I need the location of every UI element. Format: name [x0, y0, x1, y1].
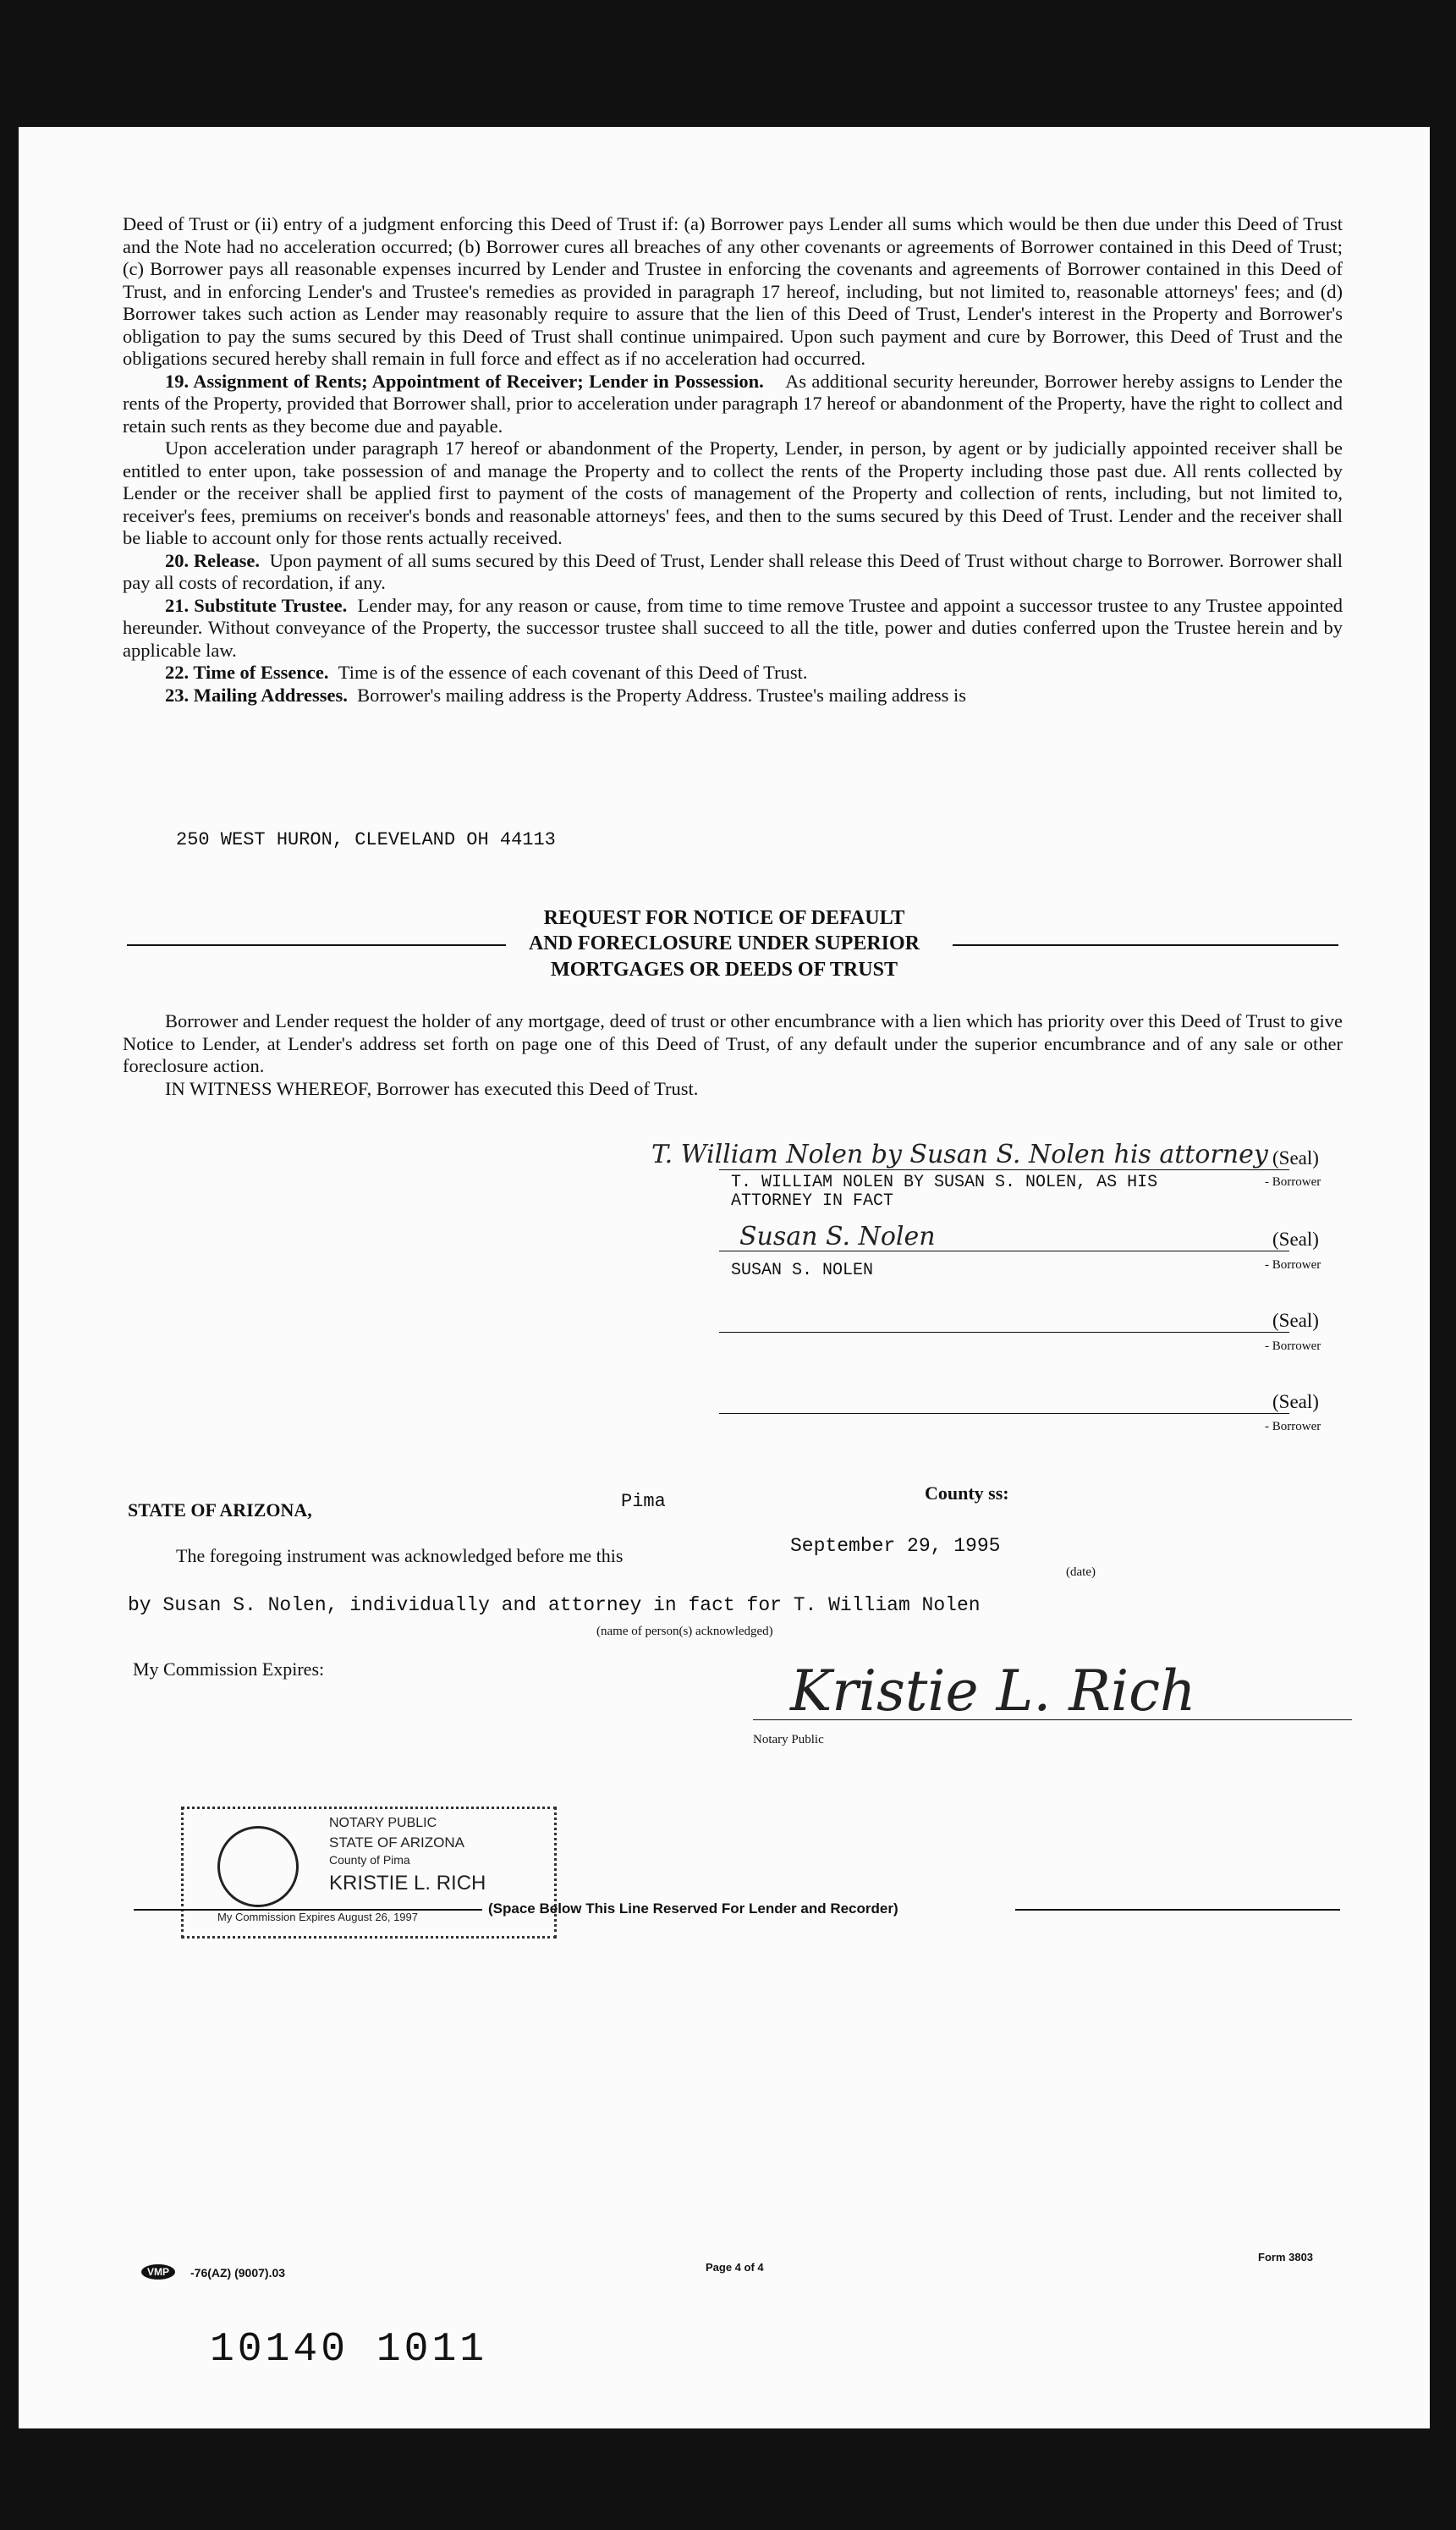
seal-label-3: (Seal): [1272, 1310, 1319, 1331]
form-number: Form 3803: [1258, 2251, 1314, 2263]
notary-public-label: Notary Public: [753, 1733, 824, 1746]
commission-expires-label: My Commission Expires:: [133, 1658, 325, 1680]
trustee-mailing-address: 250 WEST HURON, CLEVELAND OH 44113: [176, 829, 556, 850]
borrower-label-1: - Borrower: [1265, 1175, 1321, 1189]
request-notice-title-line3: MORTGAGES OR DEEDS OF TRUST: [551, 959, 898, 981]
county-value: Pima: [621, 1491, 666, 1512]
seal-label-4: (Seal): [1272, 1391, 1319, 1412]
document-page: [19, 127, 1430, 2428]
paragraph-23-body: Borrower's mailing address is the Property Address. Trustee's mailing address is: [357, 684, 967, 706]
stamp-line-3: County of Pima: [329, 1853, 410, 1867]
paragraph-19: [123, 371, 1343, 438]
covenants-text: [123, 213, 1343, 707]
document-number: 10140 1011: [210, 2327, 488, 2373]
paragraph-22-body: Time is of the essence of each covenant of this Deed of Trust.: [338, 662, 808, 683]
request-notice-title-line2: AND FORECLOSURE UNDER SUPERIOR: [528, 932, 920, 954]
reserved-space-label: (Space Below This Line Reserved For Lender and Recorder): [488, 1900, 898, 1917]
title-rule-right: [953, 944, 1338, 946]
request-notice-body: Borrower and Lender request the holder of any mortgage, deed of trust or other encumbrance with a lien which has priority over this Deed of Trust to give Notice to Lender, at Lender's address set forth on page one of this Deed of Trust, of any default under the superior encumbrance and of any sale or other foreclosure action.: [123, 1010, 1343, 1076]
signer-1-capacity: ATTORNEY IN FACT: [731, 1191, 894, 1211]
paragraph-reinstatement-continued: Deed of Trust or (ii) entry of a judgment enforcing this Deed of Trust if: (a) Borrower pays Lender all sums which would be then due under this Deed of Trust and the Note had no acceleration occurred; (b) Borrower cures all breaches of any other covenants or agreements of Borrower contained in this Deed of Trust; (c) Borrower pays all reasonable expenses incurred by Lender and Trustee in enforcing the covenants and agreements of Borrower contained in this Deed of Trust, and in enforcing Lender's and Trustee's remedies as provided in paragraph 17 hereof, including, but not limited to, reasonable attorneys' fees; and (d) Borrower takes such action as Lender may reasonably require to assure that the lien of this Deed of Trust, Lender's interest in the Property and Borrower's obligation to pay the sums secured by this Deed of Trust shall continue unimpaired. Upon such payment and cure by Borrower, this Deed of Trust and the obligations secured hereby shall remain in full force and effect as if no acceleration had occurred.: [123, 213, 1343, 369]
acknowledgment-date: September 29, 1995: [790, 1535, 1001, 1557]
notary-signature-line: [753, 1719, 1352, 1720]
reserved-rule-left: [134, 1909, 482, 1911]
signature-line-4: [719, 1413, 1289, 1414]
borrower-label-2: - Borrower: [1265, 1258, 1321, 1272]
signer-2-name: SUSAN S. NOLEN: [731, 1261, 874, 1280]
paragraph-19-heading: 19. Assignment of Rents; Appointment of Receiver; Lender in Possession.: [165, 370, 764, 392]
stamp-expiration: My Commission Expires August 26, 1997: [217, 1911, 418, 1923]
paragraph-23-heading: 23. Mailing Addresses.: [165, 684, 348, 706]
vmp-logo: VMP: [141, 2264, 175, 2280]
county-label: County ss:: [925, 1482, 1009, 1504]
paragraph-21-body: Lender may, for any reason or cause, from time to time remove Trustee and appoint a successor trustee to any Trustee appointed hereunder. Without conveyance of the Property, the successor trustee shall succeed to all the title, power and duties conferred upon the Trustee herein and by applicable law.: [123, 594, 1343, 661]
request-notice-title-line1: REQUEST FOR NOTICE OF DEFAULT: [543, 907, 905, 929]
form-code: -76(AZ) (9007).03: [190, 2266, 286, 2280]
page-number: Page 4 of 4: [706, 2261, 764, 2274]
paragraph-22-heading: 22. Time of Essence.: [165, 662, 329, 683]
paragraph-19-body: As additional security hereunder, Borrower hereby assigns to Lender the rents of the Property, provided that Borrower shall, prior to acceleration under paragraph 17 hereof or abandonment of the Property, have the right to collect and retain such rents as they become due and payable.: [123, 370, 1343, 437]
notary-stamp: [181, 1807, 557, 1939]
stamp-notary-name: KRISTIE L. RICH: [329, 1872, 486, 1895]
acknowledged-persons: by Susan S. Nolen, individually and attorney in fact for T. William Nolen: [128, 1594, 981, 1616]
notary-signature: Kristie L. Rich: [790, 1658, 1196, 1724]
borrower-label-4: - Borrower: [1265, 1420, 1321, 1433]
paragraph-22: [123, 662, 1343, 685]
reserved-rule-right: [1015, 1909, 1340, 1911]
stamp-line-1: NOTARY PUBLIC: [329, 1816, 437, 1830]
witness-clause: IN WITNESS WHEREOF, Borrower has executed this Deed of Trust.: [165, 1077, 699, 1099]
notary-seal-emblem: [217, 1826, 299, 1907]
paragraph-23: [123, 685, 1343, 707]
paragraph-20-heading: 20. Release.: [165, 549, 260, 571]
acknowledged-before-text: The foregoing instrument was acknowledged before me this: [176, 1545, 624, 1566]
seal-label-1: (Seal): [1272, 1147, 1319, 1169]
date-label: (date): [1066, 1565, 1096, 1579]
request-notice-text: [123, 1010, 1343, 1100]
persons-label: (name of person(s) acknowledged): [596, 1625, 773, 1638]
borrower-label-3: - Borrower: [1265, 1339, 1321, 1353]
paragraph-21-heading: 21. Substitute Trustee.: [165, 594, 348, 616]
signature-line-1: [719, 1169, 1289, 1170]
seal-label-2: (Seal): [1272, 1229, 1319, 1250]
title-rule-left: [127, 944, 506, 946]
signer-1-name: T. WILLIAM NOLEN BY SUSAN S. NOLEN, AS HIS: [731, 1173, 1158, 1192]
paragraph-20: [123, 550, 1343, 595]
stamp-line-2: STATE OF ARIZONA: [329, 1834, 464, 1851]
signature-t-william-nolen: T. William Nolen by Susan S. Nolen his attorney: [651, 1140, 1268, 1169]
paragraph-21: [123, 595, 1343, 663]
signature-line-3: [719, 1332, 1289, 1333]
paragraph-20-body: Upon payment of all sums secured by this Deed of Trust, Lender shall release this Deed of Trust without charge to Borrower. Borrower shall pay all costs of recordation, if any.: [123, 549, 1343, 593]
paragraph-19-continued: Upon acceleration under paragraph 17 hereof or abandonment of the Property, Lender, in person, by agent or by judicially appointed receiver shall be entitled to enter upon, take possession of and manage the Property and to collect the rents of the Property including those past due. All rents collected by Lender or the receiver shall be applied first to payment of the costs of management of the Property and collection of rents, including, but not limited to, receiver's fees, premiums on receiver's bonds and reasonable attorneys' fees, and then to the sums secured by this Deed of Trust. Lender and the receiver shall be liable to account only for those rents actually received.: [123, 437, 1343, 548]
state-of-arizona: STATE OF ARIZONA,: [128, 1499, 312, 1521]
signature-susan-nolen: Susan S. Nolen: [739, 1222, 936, 1251]
